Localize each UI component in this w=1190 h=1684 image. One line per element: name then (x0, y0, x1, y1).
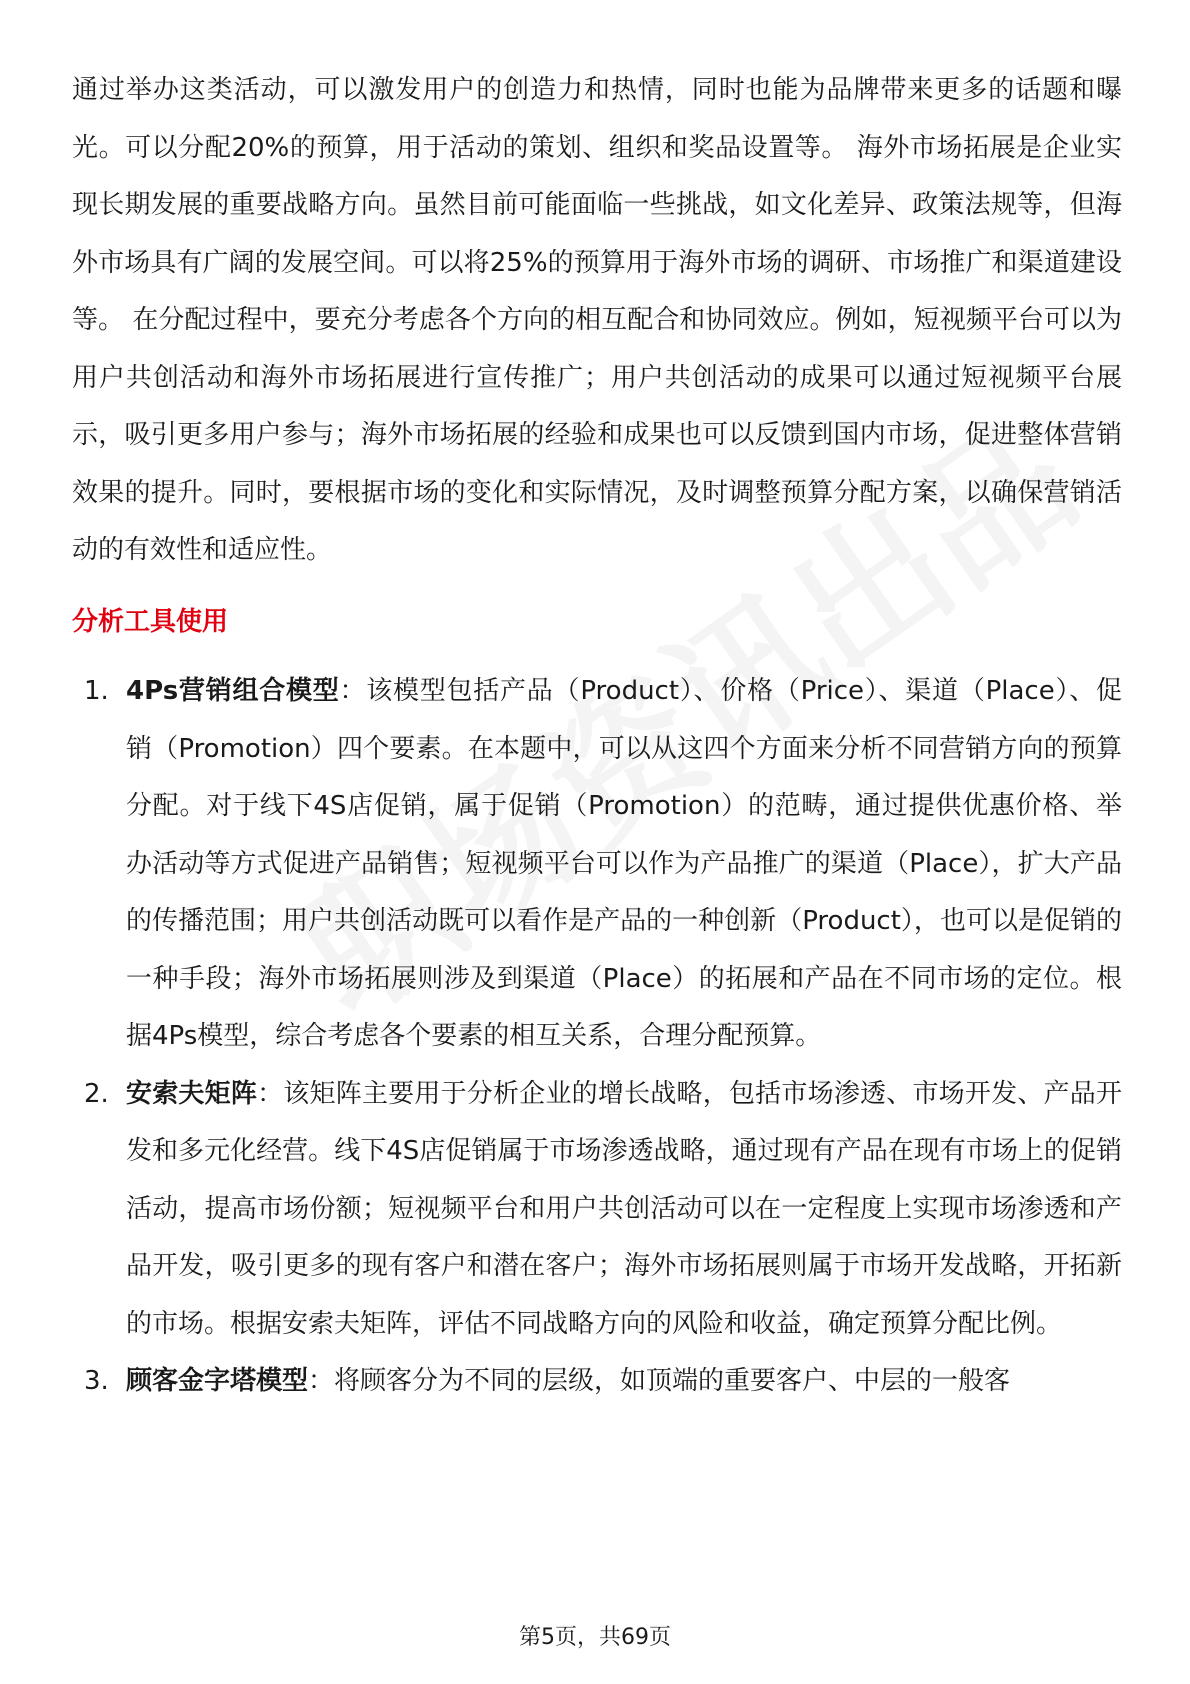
list-item (72, 663, 1122, 1066)
list-item-title: 顾客金字塔模型 (126, 1366, 309, 1396)
list-item-title: 4Ps营销组合模型 (126, 676, 340, 706)
list-item-title: 安索夫矩阵 (126, 1078, 258, 1109)
list-item-body: ：该矩阵主要用于分析企业的增长战略，包括市场渗透、市场开发、产品开发和多元化经营。线下4S店促销属于市场渗透战略，通过现有产品在现有市场上的促销活动，提高市场份额；短视频平台和用户共创活动可以在一定程度上实现市场渗透和产品开发，吸引更多的现有客户和潜在客户；海外市场拓展则属于市场开发战略，开拓新的市场。根据安索夫矩阵，评估不同战略方向的风险和收益，确定预算分配比例。 (126, 1078, 1122, 1339)
page-content (72, 62, 1122, 1411)
section-heading: 分析工具使用 (72, 606, 229, 637)
page-footer: 第5页，共69页 (519, 1625, 671, 1650)
list-item (72, 1066, 1122, 1354)
list-number: 2. (84, 1078, 109, 1109)
list-item-body: ：将顾客分为不同的层级，如顶端的重要客户、中层的一般客 (308, 1366, 1011, 1396)
list-item (72, 1353, 1122, 1411)
list-item-body: ：该模型包括产品（Product）、价格（Price）、渠道（Place）、促销（Promotion）四个要素。在本题中，可以从这四个方面来分析不同营销方向的预算分配。对于线下4S店促销，属于促销（Promotion）的范畴，通过提供优惠价格、举办活动等方式促进产品销售；短视频平台可以作为产品推广的渠道（Place），扩大产品的传播范围；用户共创活动既可以看作是产品的一种创新（Product），也可以是促销的一种手段；海外市场拓展则涉及到渠道（Place）的拓展和产品在不同市场的定位。根据4Ps模型，综合考虑各个要素的相互关系，合理分配预算。 (126, 676, 1122, 1051)
list-number: 1. (84, 676, 109, 706)
intro-paragraph: 通过举办这类活动，可以激发用户的创造力和热情，同时也能为品牌带来更多的话题和曝光。可以分配20%的预算，用于活动的策划、组织和奖品设置等。 海外市场拓展是企业实现长期发展的重要战略方向。虽然目前可能面临一些挑战，如文化差异、政策法规等，但海外市场具有广阔的发展空间。可以将25%的预算用于海外市场的调研、市场推广和渠道建设等。 在分配过程中，要充分考虑各个方向的相互配合和协同效应。例如，短视频平台可以为用户共创活动和海外市场拓展进行宣传推广；用户共创活动的成果可以通过短视频平台展示，吸引更多用户参与；海外市场拓展的经验和成果也可以反馈到国内市场，促进整体营销效果的提升。同时，要根据市场的变化和实际情况，及时调整预算分配方案，以确保营销活动的有效性和适应性。 (72, 75, 1122, 565)
list-number: 3. (84, 1366, 109, 1396)
analysis-tools-list (72, 663, 1122, 1411)
